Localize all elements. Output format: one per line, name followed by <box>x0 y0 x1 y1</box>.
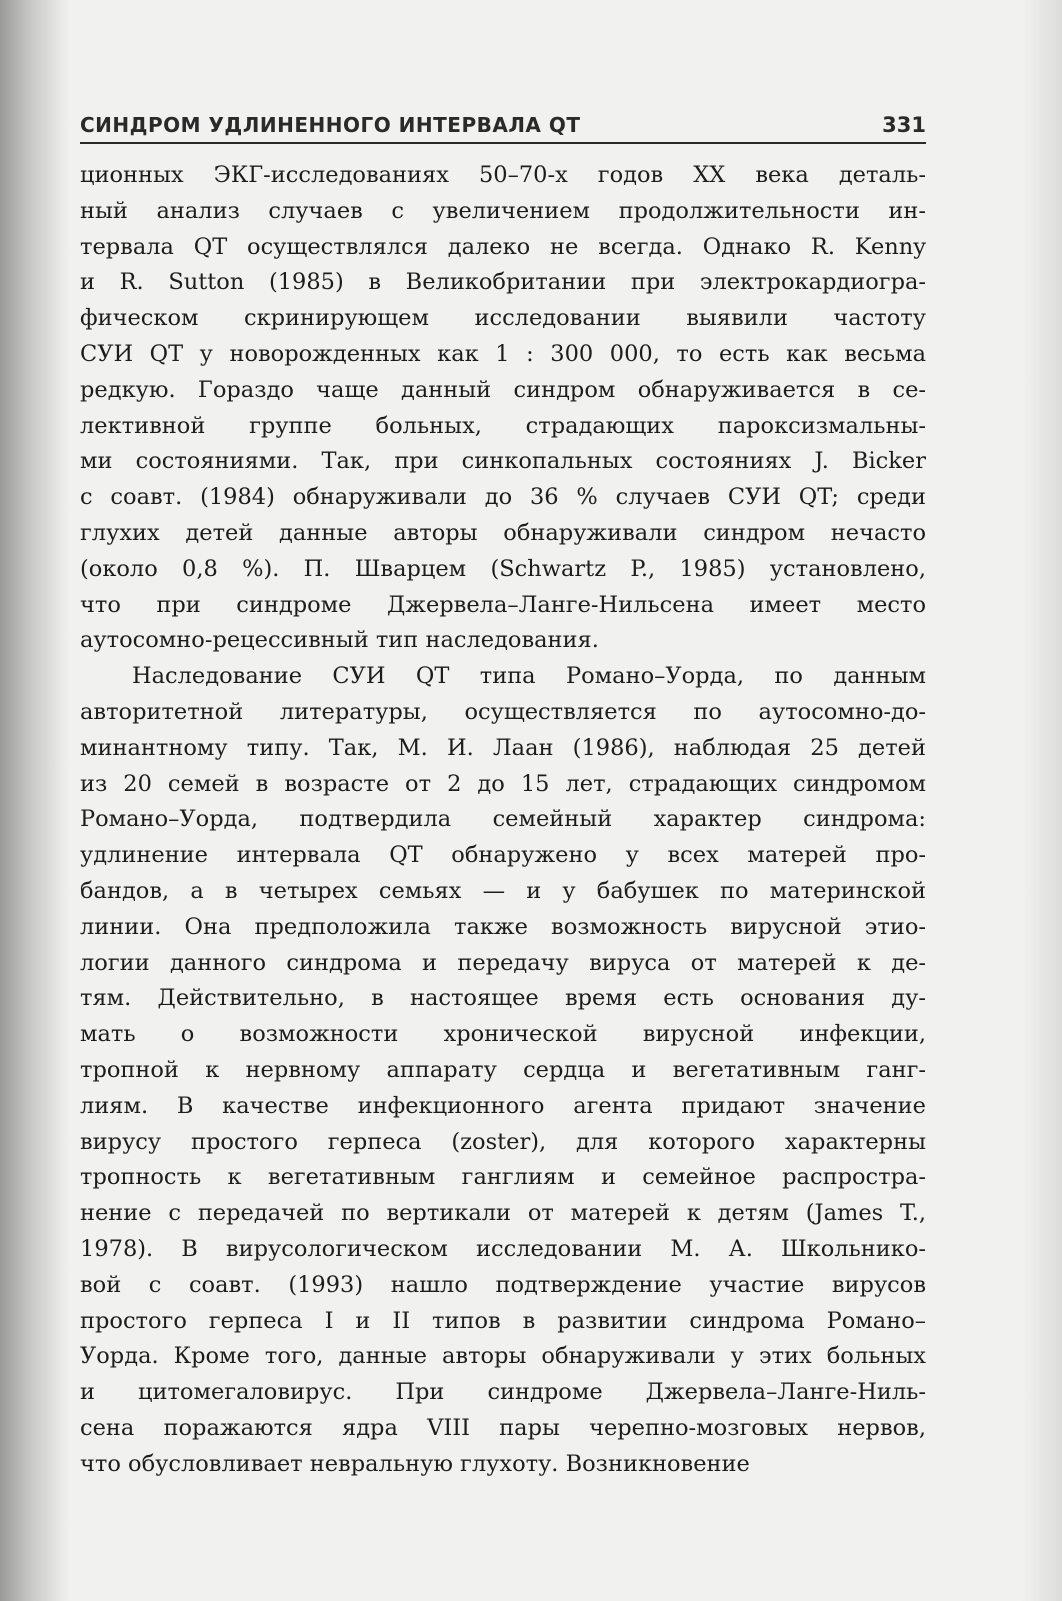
text-line: фическом скринирующем исследовании выявили частоту <box>80 305 926 332</box>
text-line: и цитомегаловирус. При синдроме Джервела–Ланге-Ниль- <box>80 1379 926 1406</box>
text-line: вирусу простого герпеса (zoster), для которого характерны <box>80 1128 926 1155</box>
text-line: редкую. Гораздо чаще данный синдром обнаруживается в се- <box>80 376 926 403</box>
text-line: что при синдроме Джервела–Ланге-Нильсена имеет место <box>80 591 926 618</box>
text-line: линии. Она предположила также возможность вирусной этио- <box>80 913 926 940</box>
book-page <box>80 110 926 1482</box>
text-line: Уорда. Кроме того, данные авторы обнаруживали у этих больных <box>80 1343 926 1370</box>
text-line: мать о возможности хронической вирусной инфекции, <box>80 1021 926 1048</box>
text-line: из 20 семей в возрасте от 2 до 15 лет, страдающих синдромом <box>80 770 926 797</box>
text-line: тервала QT осуществлялся далеко не всегда. Однако R. Kenny <box>80 233 926 260</box>
text-line: аутосомно-рецессивный тип наследования. <box>80 627 599 654</box>
text-line: глухих детей данные авторы обнаруживали синдром нечасто <box>80 519 926 546</box>
text-line: ми состояниями. Так, при синкопальных состояниях J. Bicker <box>80 448 926 475</box>
page-gutter-shadow <box>0 0 70 1601</box>
text-line: что обусловливает невральную глухоту. Возникновение <box>80 1450 750 1477</box>
running-title: СИНДРОМ УДЛИНЕННОГО ИНТЕРВАЛА QT <box>80 113 581 137</box>
paragraph <box>80 659 926 1482</box>
text-line: Романо–Уорда, подтвердила семейный характер синдрома: <box>80 806 926 833</box>
text-line: тропной к нервному аппарату сердца и вегетативным ганг- <box>80 1056 926 1083</box>
text-line: простого герпеса I и II типов в развитии синдрома Романо– <box>80 1307 926 1334</box>
text-line: Наследование СУИ QT типа Романо–Уорда, по данным <box>132 663 926 690</box>
text-line: минантному типу. Так, М. И. Лаан (1986), наблюдая 25 детей <box>80 734 926 761</box>
text-line: и R. Sutton (1985) в Великобритании при электрокардиогра- <box>80 269 926 296</box>
page-number: 331 <box>882 113 926 137</box>
paragraph <box>80 158 926 659</box>
text-line: (около 0,8 %). П. Шварцем (Schwartz P., 1985) установлено, <box>80 555 926 582</box>
text-line: тям. Действительно, в настоящее время есть основания ду- <box>80 985 926 1012</box>
text-line: нение с передачей по вертикали от матерей к детям (James T., <box>80 1200 926 1227</box>
text-line: тропность к вегетативным ганглиям и семейное распростра- <box>80 1164 926 1191</box>
text-line: 1978). В вирусологическом исследовании М. А. Школьнико- <box>80 1235 926 1262</box>
page-edge-shadow <box>1022 0 1062 1601</box>
text-line: ный анализ случаев с увеличением продолжительности ин- <box>80 197 926 224</box>
text-line: ционных ЭКГ-исследованиях 50–70-х годов XX века деталь- <box>80 162 926 188</box>
text-line: с соавт. (1984) обнаруживали до 36 % случаев СУИ QT; среди <box>80 484 926 511</box>
text-line: лективной группе больных, страдающих пароксизмальны- <box>80 412 926 439</box>
text-line: вой с соавт. (1993) нашло подтверждение участие вирусов <box>80 1271 926 1298</box>
text-line: лиям. В качестве инфекционного агента придают значение <box>80 1092 926 1119</box>
running-header <box>80 110 926 144</box>
text-line: бандов, а в четырех семьях — и у бабушек по материнской <box>80 877 926 904</box>
text-line: удлинение интервала QT обнаружено у всех матерей про- <box>80 842 926 869</box>
text-line: логии данного синдрома и передачу вируса от матерей к де- <box>80 949 926 976</box>
body-text <box>80 158 926 1482</box>
text-line: сена поражаются ядра VIII пары черепно-мозговых нервов, <box>80 1414 926 1441</box>
text-line: авторитетной литературы, осуществляется по аутосомно-до- <box>80 698 926 725</box>
text-line: СУИ QT у новорожденных как 1 : 300 000, то есть как весьма <box>80 340 926 367</box>
